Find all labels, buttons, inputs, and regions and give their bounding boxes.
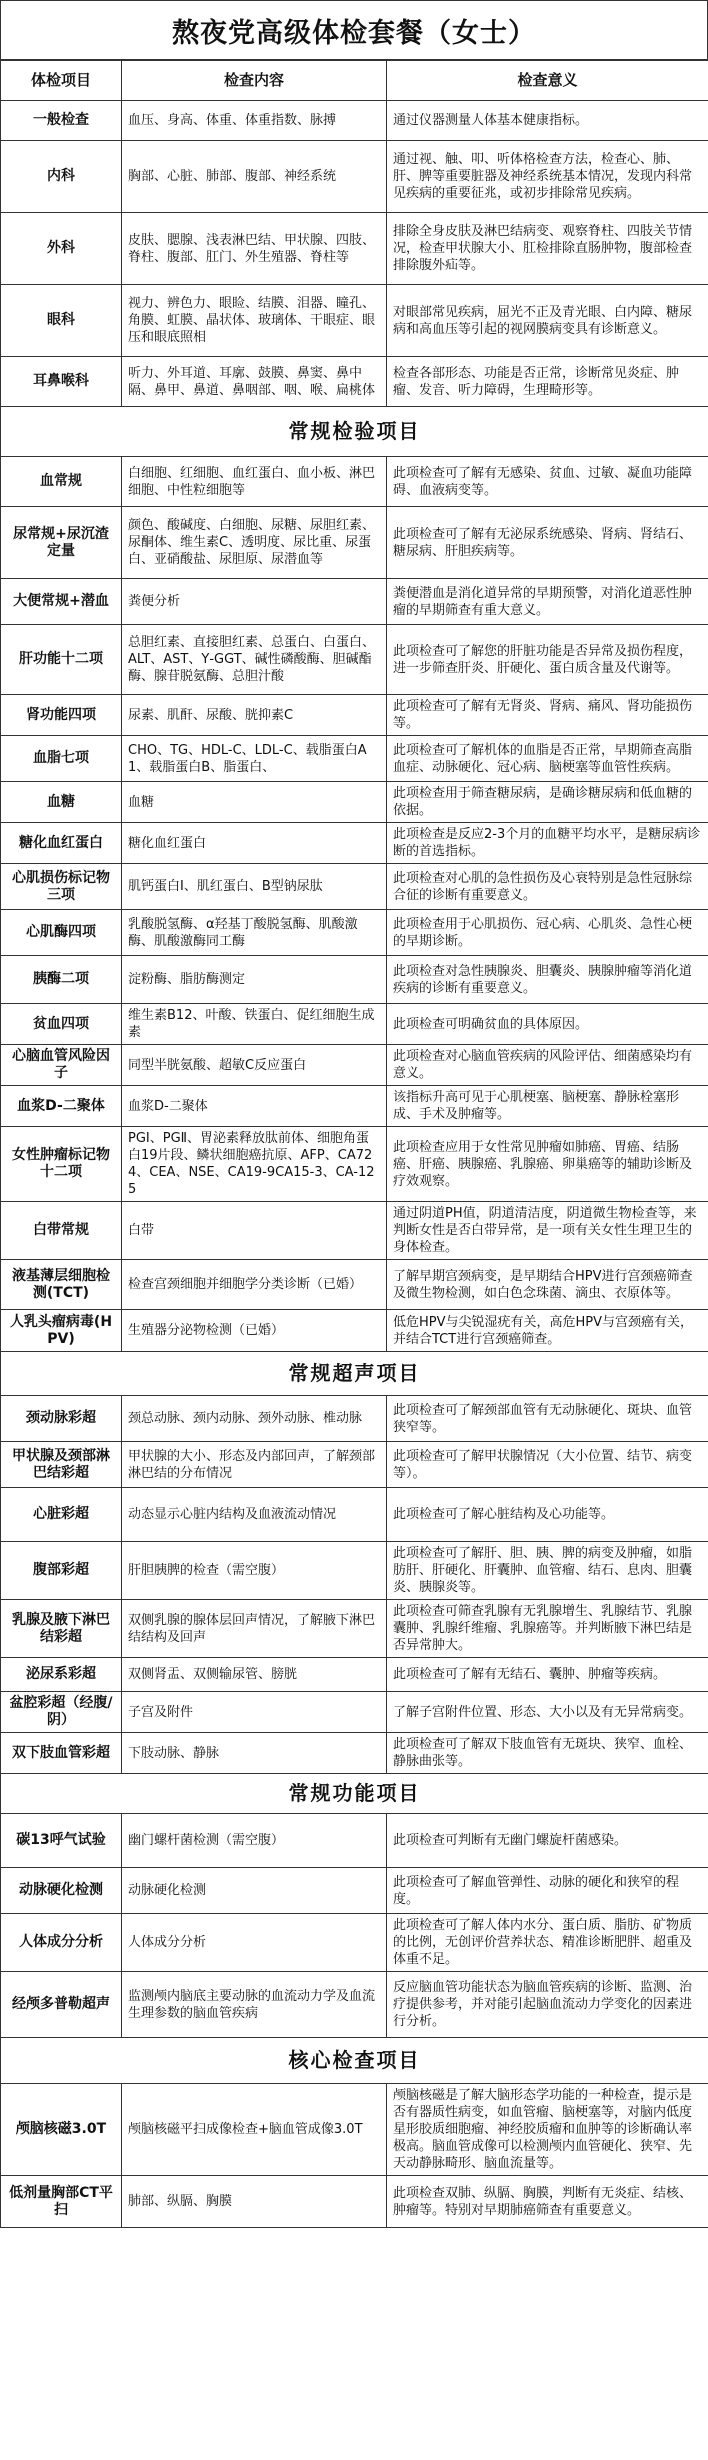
table-row: [1, 823, 708, 864]
item-meaning: 此项检查可明确贫血的具体原因。: [387, 1004, 708, 1045]
table-row: [1, 1127, 708, 1202]
section-title: 常规检验项目: [1, 407, 708, 457]
item-name: 双下肢血管彩超: [1, 1733, 122, 1774]
item-content: 颈总动脉、颈内动脉、颈外动脉、椎动脉: [122, 1396, 387, 1442]
item-content: 颅脑核磁平扫成像检查+脑血管成像3.0T: [122, 2084, 387, 2176]
item-name: 心脑血管风险因子: [1, 1045, 122, 1086]
table-row: [1, 2084, 708, 2176]
table-row: [1, 695, 708, 736]
item-meaning: 对眼部常见疾病，屈光不正及青光眼、白内障、糖尿病和高血压等引起的视网膜病变具有诊断意义。: [387, 285, 708, 357]
item-meaning: 此项检查对心肌的急性损伤及心衰特别是急性冠脉综合征的诊断有重要意义。: [387, 864, 708, 910]
item-name: 眼科: [1, 285, 122, 357]
item-content: 血浆D-二聚体: [122, 1086, 387, 1127]
item-content: 白带: [122, 1202, 387, 1260]
table-row: [1, 579, 708, 625]
item-name: 颈动脉彩超: [1, 1396, 122, 1442]
item-content: 监测颅内脑底主要动脉的血流动力学及血流生理参数的脑血管疾病: [122, 1972, 387, 2038]
table-row: [1, 1972, 708, 2038]
item-name: 动脉硬化检测: [1, 1868, 122, 1914]
table-header: [1, 61, 708, 101]
item-name: 血常规: [1, 457, 122, 507]
table-row: [1, 2176, 708, 2228]
item-name: 盆腔彩超（经腹/阴）: [1, 1692, 122, 1733]
item-content: 肝胆胰脾的检查（需空腹）: [122, 1542, 387, 1600]
item-content: 白细胞、红细胞、血红蛋白、血小板、淋巴细胞、中性粒细胞等: [122, 457, 387, 507]
item-name: 胰酶二项: [1, 956, 122, 1004]
item-content: 子宫及附件: [122, 1692, 387, 1733]
header-meaning: 检查意义: [387, 61, 708, 101]
item-meaning: 此项检查可了解甲状腺情况（大小位置、结节、病变等）。: [387, 1442, 708, 1488]
item-name: 液基薄层细胞检测(TCT): [1, 1260, 122, 1310]
table-row: [1, 1442, 708, 1488]
item-content: 检查宫颈细胞并细胞学分类诊断（已婚）: [122, 1260, 387, 1310]
item-name: 甲状腺及颈部淋巴结彩超: [1, 1442, 122, 1488]
item-content: 幽门螺杆菌检测（需空腹）: [122, 1814, 387, 1868]
item-name: 一般检查: [1, 101, 122, 141]
section-title: 核心检查项目: [1, 2038, 708, 2084]
section-header: [1, 1774, 708, 1814]
item-content: PGⅠ、PGⅡ、胃泌素释放肽前体、细胞角蛋白19片段、鳞状细胞癌抗原、AFP、CA724、CEA、NSE、CA19-9CA15-3、CA-125: [122, 1127, 387, 1202]
item-content: 皮肤、腮腺、浅表淋巴结、甲状腺、四肢、脊柱、腹部、肛门、外生殖器、脊柱等: [122, 213, 387, 285]
item-meaning: 此项检查是反应2-3个月的血糖平均水平，是糖尿病诊断的首选指标。: [387, 823, 708, 864]
item-name: 肾功能四项: [1, 695, 122, 736]
item-name: 糖化血红蛋白: [1, 823, 122, 864]
table-row: [1, 1045, 708, 1086]
item-name: 大便常规+潜血: [1, 579, 122, 625]
item-name: 人乳头瘤病毒(HPV): [1, 1310, 122, 1352]
item-name: 血浆D-二聚体: [1, 1086, 122, 1127]
item-name: 女性肿瘤标记物十二项: [1, 1127, 122, 1202]
item-content: 粪便分析: [122, 579, 387, 625]
item-content: 动态显示心脏内结构及血液流动情况: [122, 1488, 387, 1542]
item-content: 糖化血红蛋白: [122, 823, 387, 864]
item-meaning: 反应脑血管功能状态为脑血管疾病的诊断、监测、治疗提供参考，并对能引起脑血流动力学变化的因素进行分析。: [387, 1972, 708, 2038]
item-meaning: 此项检查双肺、纵膈、胸膜，判断有无炎症、结核、肿瘤等。特别对早期肺癌筛查有重要意义。: [387, 2176, 708, 2228]
item-name: 颅脑核磁3.0T: [1, 2084, 122, 2176]
item-meaning: 此项检查可了解有无结石、囊肿、肿瘤等疾病。: [387, 1658, 708, 1692]
item-meaning: 此项检查可了解肝、胆、胰、脾的病变及肿瘤，如脂肪肝、肝硬化、肝囊肿、血管瘤、结石、息肉、胆囊炎、胰腺炎等。: [387, 1542, 708, 1600]
table-row: [1, 736, 708, 782]
table-row: [1, 285, 708, 357]
item-content: 同型半胱氨酸、超敏C反应蛋白: [122, 1045, 387, 1086]
item-name: 耳鼻喉科: [1, 357, 122, 407]
item-meaning: 此项检查可判断有无幽门螺旋杆菌感染。: [387, 1814, 708, 1868]
header-content: 检查内容: [122, 61, 387, 101]
item-content: CHO、TG、HDL-C、LDL-C、载脂蛋白A1、载脂蛋白B、脂蛋白、: [122, 736, 387, 782]
item-meaning: 通过仪器测量人体基本健康指标。: [387, 101, 708, 141]
item-content: 胸部、心脏、肺部、腹部、神经系统: [122, 141, 387, 213]
table-row: [1, 1202, 708, 1260]
item-meaning: 检查各部形态、功能是否正常，诊断常见炎症、肿瘤、发音、听力障碍，生理畸形等。: [387, 357, 708, 407]
item-name: 心肌损伤标记物三项: [1, 864, 122, 910]
item-content: 肺部、纵膈、胸膜: [122, 2176, 387, 2228]
item-content: 视力、辨色力、眼睑、结膜、泪器、瞳孔、角膜、虹膜、晶状体、玻璃体、干眼症、眼压和眼底照相: [122, 285, 387, 357]
item-name: 贫血四项: [1, 1004, 122, 1045]
item-name: 白带常规: [1, 1202, 122, 1260]
exam-table-body: [1, 61, 708, 2228]
item-meaning: 此项检查用于心肌损伤、冠心病、心肌炎、急性心梗的早期诊断。: [387, 910, 708, 956]
table-row: [1, 864, 708, 910]
item-meaning: 粪便潜血是消化道异常的早期预警，对消化道恶性肿瘤的早期筛查有重大意义。: [387, 579, 708, 625]
item-meaning: 颅脑核磁是了解大脑形态学功能的一种检查，提示是否有器质性病变，如血管瘤、脑梗塞等，对脑内低度星形胶质细胞瘤、神经胶质瘤和血肿等的诊断确认率极高。脑血管成像可以检测颅内血管硬化、狭窄、先天动静脉畸形、脑血流量等。: [387, 2084, 708, 2176]
table-row: [1, 1814, 708, 1868]
table-row: [1, 625, 708, 695]
table-row: [1, 1600, 708, 1658]
item-meaning: 通过阴道PH值，阴道清洁度，阴道微生物检查等，来判断女性是否白带异常，是一项有关女性生理卫生的身体检查。: [387, 1202, 708, 1260]
item-meaning: 此项检查可了解双下肢血管有无斑块、狭窄、血栓、静脉曲张等。: [387, 1733, 708, 1774]
header-item: 体检项目: [1, 61, 122, 101]
section-title: 常规功能项目: [1, 1774, 708, 1814]
item-content: 维生素B12、叶酸、铁蛋白、促红细胞生成素: [122, 1004, 387, 1045]
item-meaning: 此项检查可了解机体的血脂是否正常，早期筛查高脂血症、动脉硬化、冠心病、脑梗塞等血管性疾病。: [387, 736, 708, 782]
item-content: 双侧肾盂、双侧输尿管、膀胱: [122, 1658, 387, 1692]
item-meaning: 低危HPV与尖锐湿疣有关，高危HPV与宫颈癌有关，并结合TCT进行宫颈癌筛查。: [387, 1310, 708, 1352]
table-row: [1, 141, 708, 213]
item-content: 双侧乳腺的腺体层回声情况，了解腋下淋巴结结构及回声: [122, 1600, 387, 1658]
item-content: 肌钙蛋白I、肌红蛋白、B型钠尿肽: [122, 864, 387, 910]
item-name: 心脏彩超: [1, 1488, 122, 1542]
table-row: [1, 1310, 708, 1352]
item-name: 心肌酶四项: [1, 910, 122, 956]
item-content: 下肢动脉、静脉: [122, 1733, 387, 1774]
table-row: [1, 1914, 708, 1972]
item-meaning: 此项检查可了解您的肝脏功能是否异常及损伤程度，进一步筛查肝炎、肝硬化、蛋白质含量及代谢等。: [387, 625, 708, 695]
item-name: 外科: [1, 213, 122, 285]
item-meaning: 此项检查可了解心脏结构及心功能等。: [387, 1488, 708, 1542]
item-meaning: 此项检查可了解血管弹性、动脉的硬化和狭窄的程度。: [387, 1868, 708, 1914]
page-title: 熬夜党高级体检套餐（女士）: [0, 0, 708, 60]
item-meaning: 该指标升高可见于心肌梗塞、脑梗塞、静脉栓塞形成、手术及肿瘤等。: [387, 1086, 708, 1127]
item-name: 肝功能十二项: [1, 625, 122, 695]
item-meaning: 此项检查可了解人体内水分、蛋白质、脂肪、矿物质的比例，无创评价营养状态、精准诊断肥胖、超重及体重不足。: [387, 1914, 708, 1972]
section-header: [1, 2038, 708, 2084]
table-row: [1, 1542, 708, 1600]
section-title: 常规超声项目: [1, 1352, 708, 1396]
table-row: [1, 1658, 708, 1692]
item-content: 颜色、酸碱度、白细胞、尿糖、尿胆红素、尿酮体、维生素C、透明度、尿比重、尿蛋白、亚硝酸盐、尿胆原、尿潜血等: [122, 507, 387, 579]
item-meaning: 排除全身皮肤及淋巴结病变、观察脊柱、四肢关节情况，检查甲状腺大小、肛检排除直肠肿物，腹部检查排除腹外疝等。: [387, 213, 708, 285]
item-content: 甲状腺的大小、形态及内部回声，了解颈部淋巴结的分布情况: [122, 1442, 387, 1488]
table-row: [1, 357, 708, 407]
table-row: [1, 1488, 708, 1542]
item-name: 泌尿系彩超: [1, 1658, 122, 1692]
section-header: [1, 407, 708, 457]
table-row: [1, 101, 708, 141]
exam-table: [0, 60, 708, 2228]
item-meaning: 了解子宫附件位置、形态、大小以及有无异常病变。: [387, 1692, 708, 1733]
item-meaning: 此项检查可了解有无泌尿系统感染、肾病、肾结石、糖尿病、肝胆疾病等。: [387, 507, 708, 579]
item-content: 乳酸脱氢酶、α羟基丁酸脱氢酶、肌酸激酶、肌酸激酶同工酶: [122, 910, 387, 956]
item-content: 尿素、肌酐、尿酸、胱抑素C: [122, 695, 387, 736]
item-meaning: 此项检查可筛查乳腺有无乳腺增生、乳腺结节、乳腺囊肿、乳腺纤维瘤、乳腺癌等。并判断腋下淋巴结是否异常肿大。: [387, 1600, 708, 1658]
table-row: [1, 782, 708, 823]
table-row: [1, 457, 708, 507]
item-meaning: 通过视、触、叩、听体格检查方法，检查心、肺、肝、脾等重要脏器及神经系统基本情况，发现内科常见疾病的重要征兆，或初步排除常见疾病。: [387, 141, 708, 213]
table-row: [1, 507, 708, 579]
item-meaning: 此项检查应用于女性常见肿瘤如肺癌、胃癌、结肠癌、肝癌、胰腺癌、乳腺癌、卵巢癌等的辅助诊断及疗效观察。: [387, 1127, 708, 1202]
item-meaning: 此项检查可了解颈部血管有无动脉硬化、斑块、血管狭窄等。: [387, 1396, 708, 1442]
item-name: 血糖: [1, 782, 122, 823]
item-content: 人体成分分析: [122, 1914, 387, 1972]
item-content: 血糖: [122, 782, 387, 823]
table-row: [1, 956, 708, 1004]
item-name: 经颅多普勒超声: [1, 1972, 122, 2038]
item-name: 尿常规+尿沉渣定量: [1, 507, 122, 579]
table-row: [1, 1868, 708, 1914]
table-row: [1, 1260, 708, 1310]
item-content: 总胆红素、直接胆红素、总蛋白、白蛋白、ALT、AST、Υ-GGT、碱性磷酸酶、胆碱酯酶、腺苷脱氨酶、总胆汁酸: [122, 625, 387, 695]
item-content: 生殖器分泌物检测（已婚）: [122, 1310, 387, 1352]
item-content: 淀粉酶、脂肪酶测定: [122, 956, 387, 1004]
item-meaning: 此项检查用于筛查糖尿病，是确诊糖尿病和低血糖的依据。: [387, 782, 708, 823]
item-meaning: 了解早期宫颈病变，是早期结合HPV进行宫颈癌筛查及微生物检测，如白色念珠菌、滴虫、衣原体等。: [387, 1260, 708, 1310]
section-header: [1, 1352, 708, 1396]
table-row: [1, 1004, 708, 1045]
item-name: 腹部彩超: [1, 1542, 122, 1600]
table-row: [1, 1396, 708, 1442]
item-meaning: 此项检查对心脑血管疾病的风险评估、细菌感染均有意义。: [387, 1045, 708, 1086]
item-content: 动脉硬化检测: [122, 1868, 387, 1914]
item-name: 内科: [1, 141, 122, 213]
item-content: 血压、身高、体重、体重指数、脉搏: [122, 101, 387, 141]
item-meaning: 此项检查对急性胰腺炎、胆囊炎、胰腺肿瘤等消化道疾病的诊断有重要意义。: [387, 956, 708, 1004]
item-name: 乳腺及腋下淋巴结彩超: [1, 1600, 122, 1658]
table-row: [1, 213, 708, 285]
table-row: [1, 1086, 708, 1127]
item-name: 碳13呼气试验: [1, 1814, 122, 1868]
item-name: 血脂七项: [1, 736, 122, 782]
item-name: 人体成分分析: [1, 1914, 122, 1972]
item-name: 低剂量胸部CT平扫: [1, 2176, 122, 2228]
item-meaning: 此项检查可了解有无感染、贫血、过敏、凝血功能障碍、血液病变等。: [387, 457, 708, 507]
item-content: 听力、外耳道、耳廓、鼓膜、鼻窦、鼻中隔、鼻甲、鼻道、鼻咽部、咽、喉、扁桃体: [122, 357, 387, 407]
table-row: [1, 1733, 708, 1774]
table-row: [1, 1692, 708, 1733]
table-row: [1, 910, 708, 956]
item-meaning: 此项检查可了解有无肾炎、肾病、痛风、肾功能损伤等。: [387, 695, 708, 736]
